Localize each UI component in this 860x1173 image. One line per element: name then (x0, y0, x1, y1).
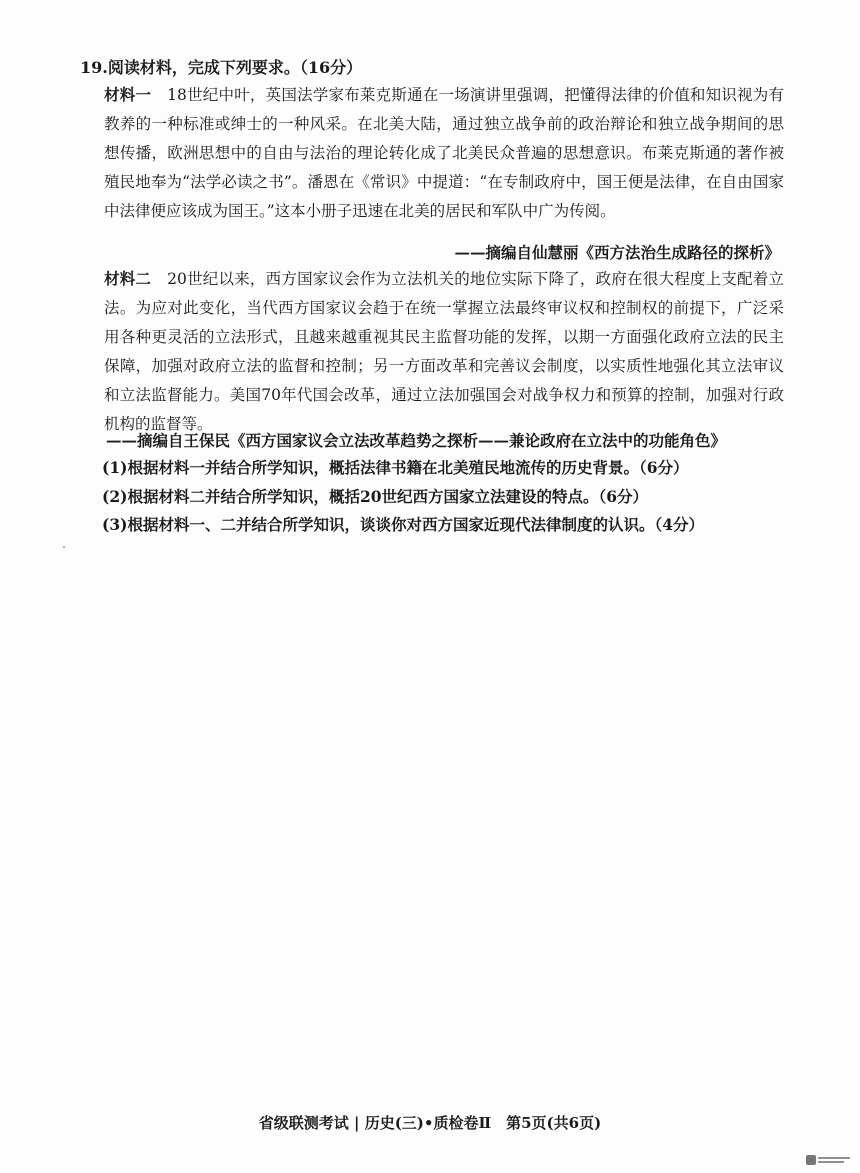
material-one-source: ——摘编自仙慧丽《西方法治生成路径的探析》 (454, 243, 780, 262)
scan-speck (63, 546, 65, 548)
material-two-paragraph (104, 264, 784, 439)
material-two-label: 材料二 (104, 269, 152, 288)
requirement-2: (2)根据材料二并结合所学知识，概括20世纪西方国家立法建设的特点。（6分） (102, 487, 649, 506)
material-one-paragraph (104, 80, 784, 226)
question-title: 19.阅读材料，完成下列要求。（16分） (80, 58, 363, 77)
scanner-watermark (806, 1153, 852, 1167)
requirement-1: (1)根据材料一并结合所学知识，概括法律书籍在北美殖民地流传的历史背景。（6分） (102, 458, 689, 477)
scanner-watermark-lines (818, 1157, 850, 1163)
material-two-text: 20世纪以来，西方国家议会作为立法机关的地位实际下降了，政府在很大程度上支配着立法。为应对此变化，当代西方国家议会趋于在统一掌握立法最终审议权和控制权的前提下，广泛采用各种更灵活的立法形式，且越来越重视其民主监督功能的发挥，以期一方面强化政府立法的民主保障，加强对政府立法的监督和控制；另一方面改革和完善议会制度，以实质性地强化其立法审议和立法监督能力。美国70年代国会改革，通过立法加强国会对战争权力和预算的控制，加强对行政机构的监督等。 (104, 270, 784, 433)
material-one-label: 材料一 (104, 85, 152, 104)
material-one-text: 18世纪中叶，英国法学家布莱克斯通在一场演讲里强调，把懂得法律的价值和知识视为有教养的一种标准或绅士的一种风采。在北美大陆，通过独立战争前的政治辩论和独立战争期间的思想传播，欧洲思想中的自由与法治的理论转化成了北美民众普遍的思想意识。布莱克斯通的著作被殖民地奉为“法学必读之书”。潘恩在《常识》中提道：“在专制政府中，国王便是法律，在自由国家中法律便应该成为国王。”这本小册子迅速在北美的居民和军队中广为传阅。 (104, 86, 784, 220)
material-two-source: ——摘编自王保民《西方国家议会立法改革趋势之探析——兼论政府在立法中的功能角色》 (106, 431, 727, 450)
scanner-logo-icon (806, 1155, 816, 1165)
requirement-3: (3)根据材料一、二并结合所学知识，谈谈你对西方国家近现代法律制度的认识。（4分） (102, 515, 704, 534)
page-footer: 省级联测考试 | 历史(三)•质检卷Ⅱ 第5页(共6页) (258, 1114, 602, 1132)
